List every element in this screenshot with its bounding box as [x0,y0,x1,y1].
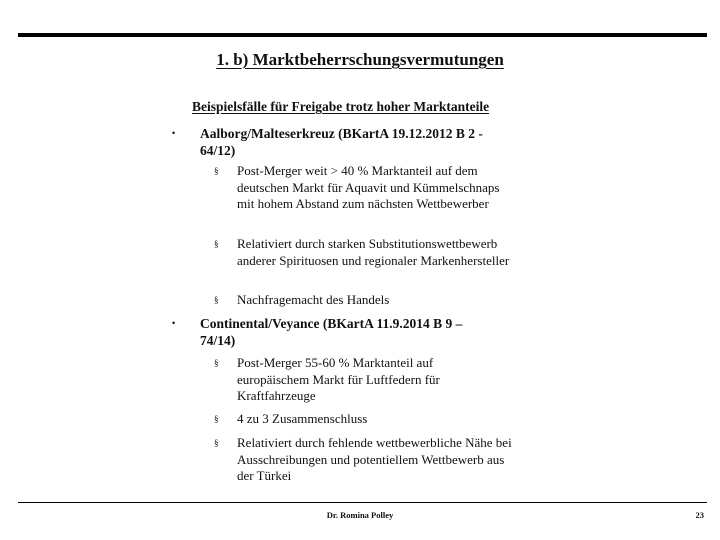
footer-author: Dr. Romina Polley [326,510,394,520]
sub-bullet: § [214,414,219,424]
bottom-rule [18,502,707,503]
top-rule [18,33,707,37]
case-point [214,163,504,213]
case-heading [200,315,522,349]
sub-bullet: § [214,295,219,305]
case-point [214,355,484,405]
case-bullet: • [172,318,176,328]
case-point [214,435,514,485]
case-heading-line2: 64/12) [200,143,236,158]
case-heading-line1: Aalborg/Malteserkreuz (BKartA 19.12.2012 B 2 - [200,126,483,141]
sub-bullet: § [214,438,219,448]
case-continental [172,315,522,349]
case-point-text: Relativiert durch starken Substitutionswettbewerb anderer Spirituosen und regionaler Markenhersteller [237,236,510,268]
case-point [214,236,514,269]
case-point-text: Post-Merger weit > 40 % Marktanteil auf dem deutschen Markt für Aquavit und Kümmelschnaps mit hohem Abstand zum nächsten Wettbewerber [237,163,500,212]
case-bullet: • [172,128,176,138]
sub-bullet: § [214,239,219,249]
page-number: 23 [695,510,704,520]
case-point [214,411,514,428]
case-point [214,292,514,309]
case-heading [200,125,522,159]
case-aalborg [172,125,522,159]
slide-title: 1. b) Marktbeherrschungsvermutungen [216,50,504,69]
case-heading-line2: 74/14) [200,333,236,348]
case-point-text: Relativiert durch fehlende wettbewerbliche Nähe bei Ausschreibungen und potentiellem Wettbewerb aus der Türkei [237,435,512,484]
sub-bullet: § [214,358,219,368]
sub-bullet: § [214,166,219,176]
case-point-text: Post-Merger 55-60 % Marktanteil auf europäischem Markt für Luftfedern für Kraftfahrzeuge [237,355,440,404]
case-heading-line1: Continental/Veyance (BKartA 11.9.2014 B 9 – [200,316,463,331]
case-point-text: 4 zu 3 Zusammenschluss [237,411,368,426]
case-point-text: Nachfragemacht des Handels [237,292,390,307]
slide-subtitle: Beispielsfälle für Freigabe trotz hoher Marktanteile [192,99,490,114]
